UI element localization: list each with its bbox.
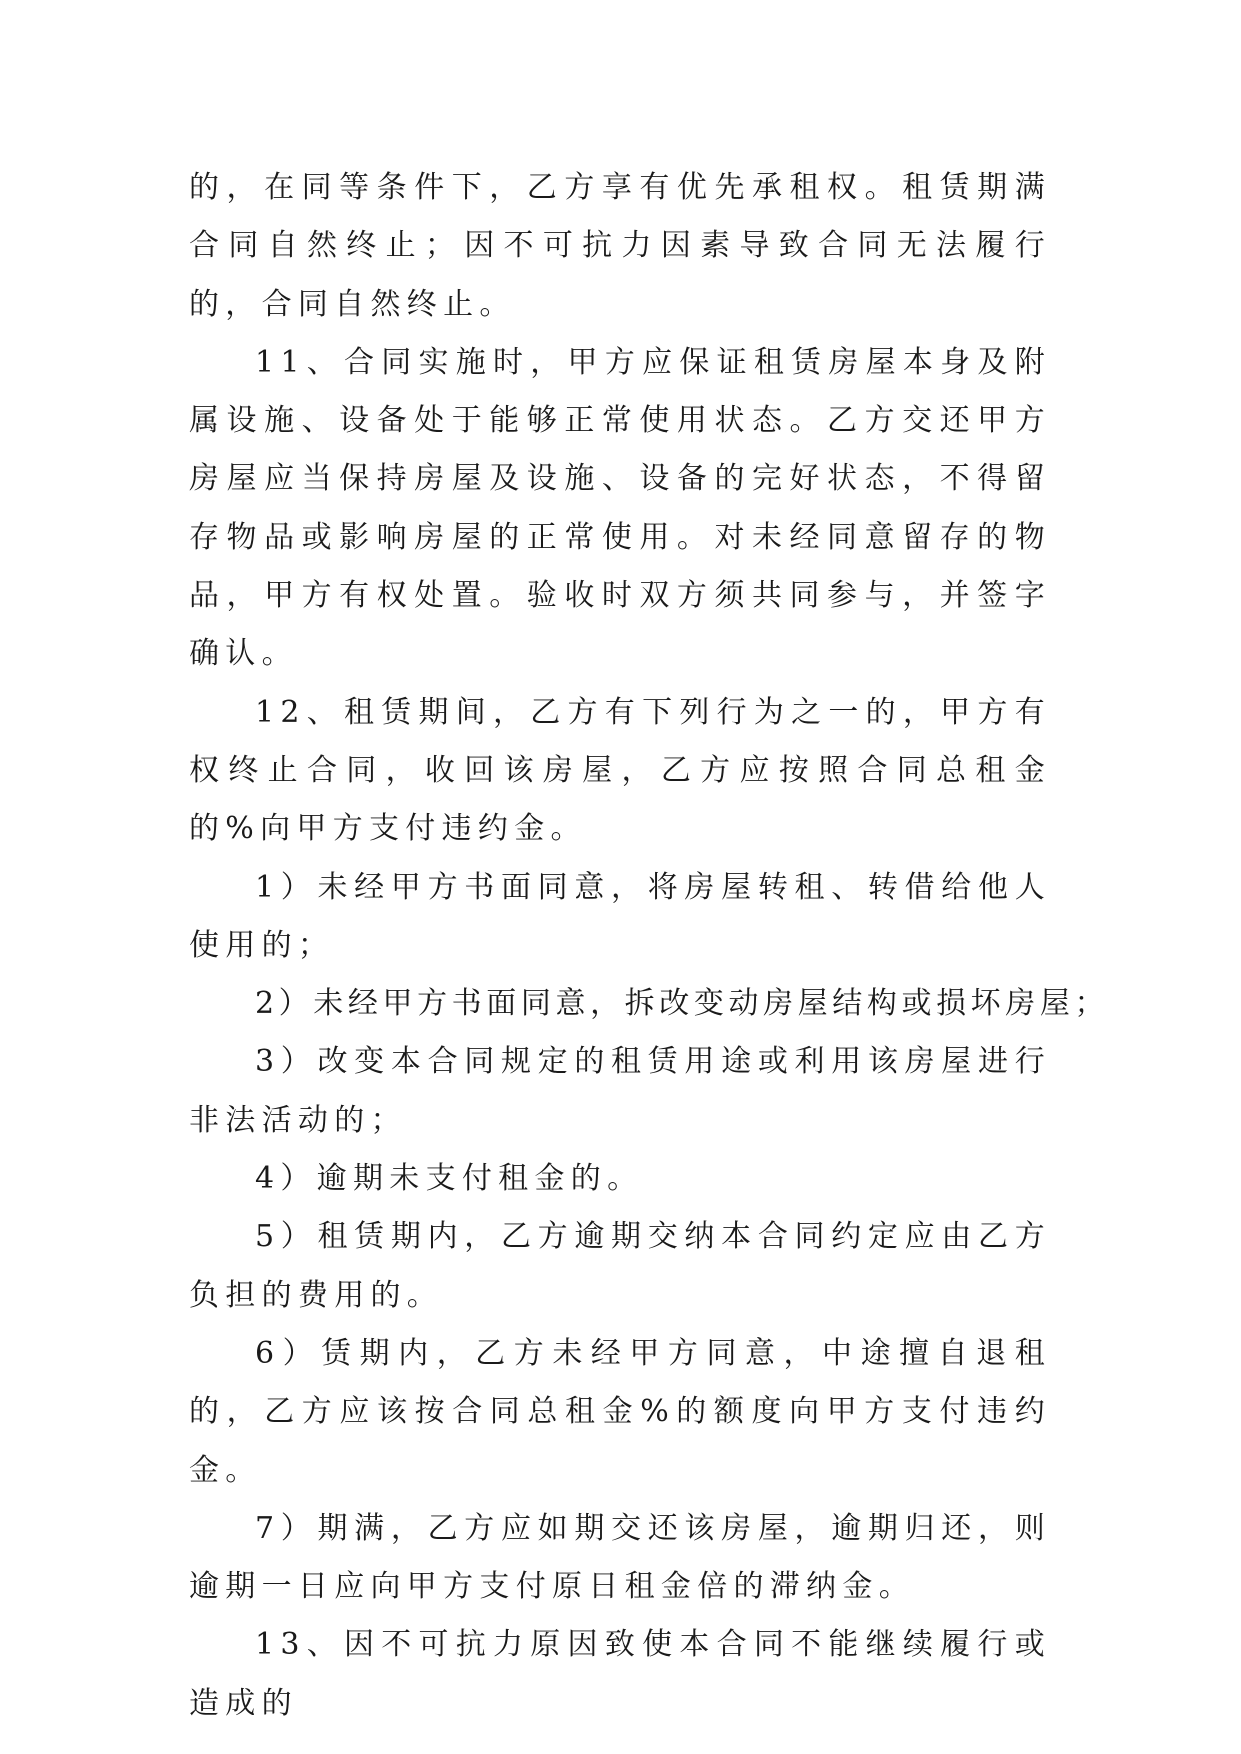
clause-12-item-5: 5）租赁期内，乙方逾期交纳本合同约定应由乙方负担的费用的。 [189, 1219, 1051, 1313]
document-body [189, 159, 1110, 1733]
clause-12-item-6: 6）赁期内，乙方未经甲方同意，中途擅自退租的，乙方应该按合同总租金%的额度向甲方支付违约金。 [189, 1335, 1051, 1488]
clause-13: 13、因不可抗力原因致使本合同不能继续履行或造成的 [189, 1627, 1051, 1721]
clause-12-item-4: 4）逾期未支付租金的。 [255, 1161, 644, 1197]
clause-11: 11、合同实施时，甲方应保证租赁房屋本身及附属设施、设备处于能够正常使用状态。乙方交还甲方房屋应当保持房屋及设施、设备的完好状态，不得留存物品或影响房屋的正常使用。对未经同意留存的物品，甲方有权处置。验收时双方须共同参与，并签字确认。 [189, 344, 1051, 672]
clause-12-item-3: 3）改变本合同规定的租赁用途或利用该房屋进行非法活动的； [189, 1044, 1051, 1138]
clause-12-item-7: 7）期满，乙方应如期交还该房屋，逾期归还，则逾期一日应向甲方支付原日租金倍的滞纳金。 [189, 1510, 1051, 1605]
paragraph-continuation: 的，在同等条件下，乙方享有优先承租权。租赁期满合同自然终止；因不可抗力因素导致合同无法履行的，合同自然终止。 [189, 170, 1051, 322]
clause-12: 12、租赁期间，乙方有下列行为之一的，甲方有权终止合同，收回该房屋，乙方应按照合同总租金的%向甲方支付违约金。 [189, 694, 1051, 847]
clause-12-item-1: 1）未经甲方书面同意，将房屋转租、转借给他人使用的； [189, 869, 1051, 963]
clause-12-item-2: 2）未经甲方书面同意，拆改变动房屋结构或损坏房屋； [255, 986, 1110, 1022]
